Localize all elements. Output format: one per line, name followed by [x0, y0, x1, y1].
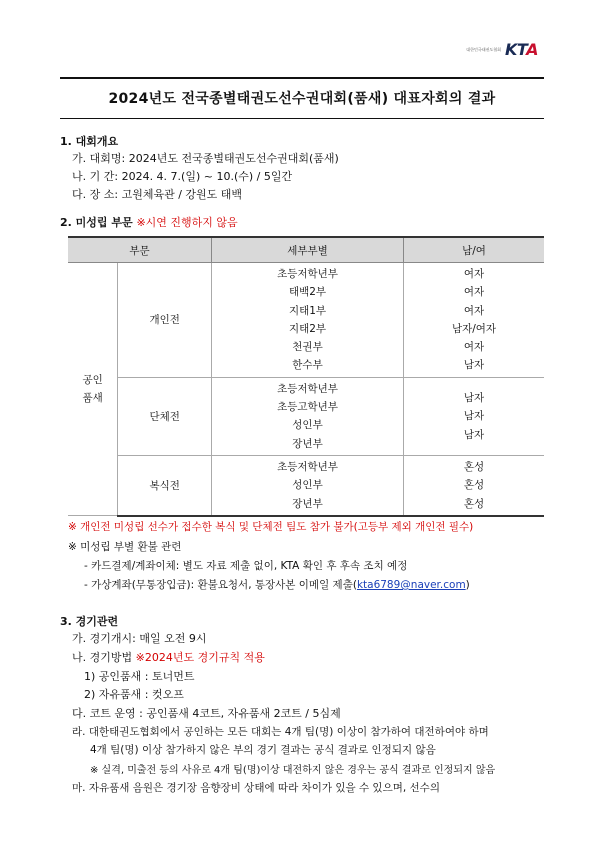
logo-subtitle: 대한민국태권도협회: [466, 46, 502, 52]
category-line-2: 품새: [82, 392, 103, 405]
group-team: 단체전: [118, 377, 212, 455]
division-item: 초등저학년부: [277, 382, 338, 395]
method-recognized: 1) 공인품새 : 토너먼트: [84, 670, 195, 683]
header-category: 부문: [68, 237, 211, 263]
gender-item: 여자: [463, 286, 485, 299]
pair-divisions: [211, 455, 403, 515]
refund-virtual-suffix: ): [465, 579, 470, 591]
logo-text: KTA: [505, 40, 538, 59]
gender-item: 여자: [463, 341, 485, 354]
gender-item: 남자: [463, 410, 485, 423]
game-method: [72, 649, 265, 665]
division-item: 지태1부: [288, 304, 327, 317]
warning-note: ※ 개인전 미성립 선수가 접수한 복식 및 단체전 팀도 참가 불가(고등부 제외 개인전 필수): [68, 521, 474, 533]
team-divisions: [211, 377, 403, 455]
category-cell: [68, 263, 118, 516]
division-item: 지태2부: [288, 322, 327, 335]
gender-item: 남자: [463, 359, 485, 372]
group-pair: 복식전: [118, 455, 212, 515]
refund-heading: ※ 미성립 부별 환불 관련: [68, 541, 182, 553]
section-2-heading: [60, 214, 238, 230]
gender-item: 남자: [463, 428, 485, 441]
kta-logo: [466, 40, 538, 59]
title-bottom-rule: [60, 118, 544, 119]
game-method-note: ※2024년도 경기규칙 적용: [135, 651, 265, 664]
division-item: 성인부: [292, 419, 323, 432]
page-title: 2024년도 전국종별태권도선수권대회(품새) 대표자회의 결과: [108, 91, 496, 107]
game-method-label: 나. 경기방법: [72, 651, 136, 664]
individual-genders: [404, 263, 544, 378]
division-item: 초등고학년부: [277, 401, 338, 414]
section-2-note: ※시연 진행하지 않음: [136, 216, 238, 229]
division-item: 천권부: [292, 341, 323, 354]
method-freestyle: 2) 자유품새 : 컷오프: [84, 688, 184, 701]
team-genders: [404, 377, 544, 455]
group-individual: 개인전: [118, 263, 212, 378]
game-start: 가. 경기개시: 매일 오전 9시: [72, 632, 207, 645]
refund-card: - 카드결제/계좌이체: 별도 자료 제출 없이, KTA 확인 후 후속 조치 예정: [84, 560, 408, 572]
refund-virtual-account: [84, 577, 470, 592]
pair-genders: [404, 455, 544, 515]
rule-note: ※ 실격, 미출전 등의 사유로 4개 팀(명)이상 대전하지 않은 경우는 공식 결과로 인정되지 않음: [90, 765, 496, 776]
division-item: 초등저학년부: [277, 268, 338, 280]
event-venue: 다. 장 소: 고원체육관 / 강원도 태백: [72, 188, 243, 201]
individual-divisions: [211, 263, 403, 378]
email-link[interactable]: kta6789@naver.com: [356, 579, 466, 591]
gender-item: 혼성: [463, 460, 485, 473]
division-item: 장년부: [292, 497, 323, 510]
rule-line-1: 라. 대한태권도협회에서 공인하는 모든 대회는 4개 팀(명) 이상이 참가하여 대전하여야 하며: [72, 726, 489, 738]
court-operation: 다. 코트 운영 : 공인품새 4코트, 자유품새 2코트 / 5심제: [72, 707, 341, 720]
division-item: 한수부: [292, 359, 323, 372]
event-period: 나. 기 간: 2024. 4. 7.(일) ~ 10.(수) / 5일간: [72, 170, 293, 183]
gender-item: 여자: [463, 268, 485, 280]
gender-item: 여자: [463, 304, 485, 317]
division-item: 초등저학년부: [277, 460, 338, 473]
unestablished-divisions-table: [68, 236, 544, 517]
gender-item: 남자/여자: [451, 322, 497, 335]
title-top-rule: [60, 77, 544, 79]
section-2-title: 2. 미성립 부문: [60, 216, 133, 229]
gender-item: 혼성: [463, 497, 485, 510]
header-gender: 남/여: [404, 237, 544, 263]
header-division: 세부부별: [211, 237, 403, 263]
section-3-heading: 3. 경기관련: [60, 615, 119, 628]
gender-item: 혼성: [463, 479, 485, 492]
division-item: 장년부: [292, 437, 323, 450]
section-1-heading: 1. 대회개요: [60, 135, 119, 148]
division-item: 태백2부: [288, 286, 327, 299]
event-name: 가. 대회명: 2024년도 전국종별태권도선수권대회(품새): [72, 152, 339, 165]
refund-virtual-prefix: - 가상계좌(무통장입금): 환불요청서, 통장사본 이메일 제출(: [84, 579, 357, 591]
division-item: 성인부: [292, 479, 323, 492]
gender-item: 남자: [463, 391, 485, 404]
rule-line-2: 4개 팀(명) 이상 참가하지 않은 부의 경기 결과는 공식 결과로 인정되지 않음: [90, 744, 436, 756]
category-line-1: 공인: [82, 374, 103, 387]
music-note: 마. 자유품새 음원은 경기장 음향장비 상태에 따라 차이가 있을 수 있으며, 선수의: [72, 782, 440, 794]
